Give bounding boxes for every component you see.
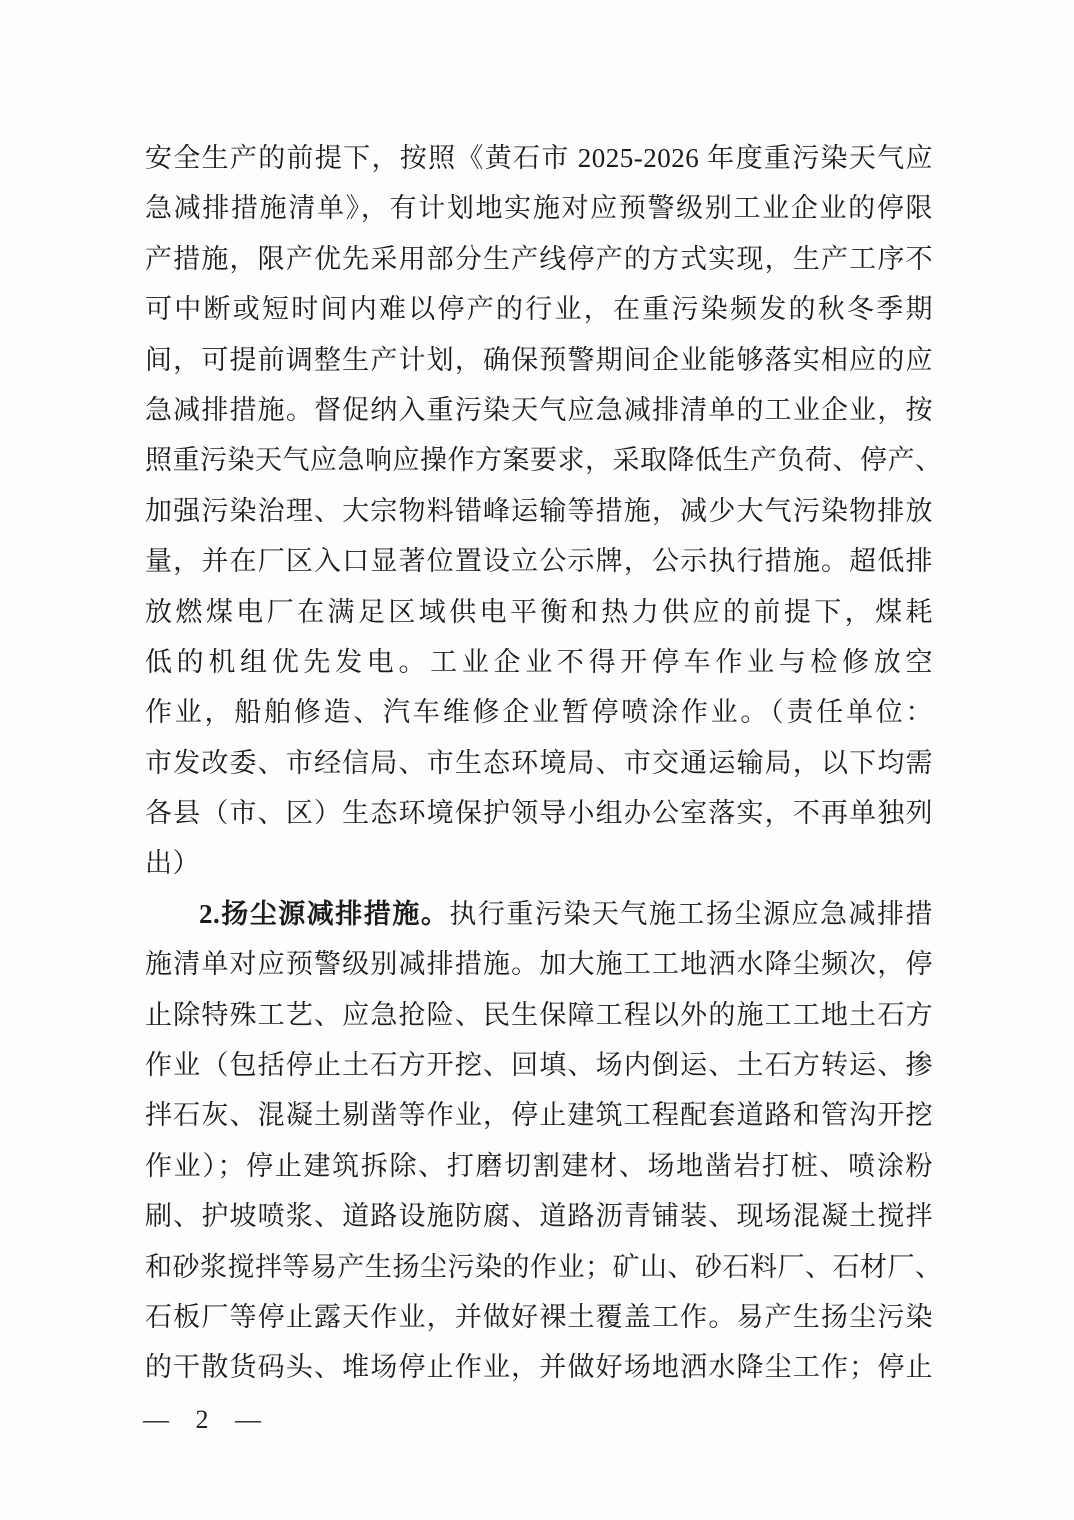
body-line: 止除特殊工艺、应急抢险、民生保障工程以外的施工工地土石方	[145, 999, 933, 1030]
section-2-heading: 2.扬尘源减排措施。	[199, 898, 450, 929]
body-line-section-start	[145, 889, 933, 939]
body-line: 施清单对应预警级别减排措施。加大施工工地洒水降尘频次，停	[145, 949, 933, 980]
body-line: 放燃煤电厂在满足区域供电平衡和热力供应的前提下，煤耗	[145, 596, 933, 627]
body-line: 量，并在厂区入口显著位置设立公示牌，公示执行措施。超低排	[145, 546, 933, 577]
body-line: 安全生产的前提下，按照《黄石市 2025-2026 年度重污染天气应	[145, 143, 933, 173]
section-2-first-line-text: 执行重污染天气施工扬尘源应急减排措	[449, 898, 934, 929]
body-line-responsibility-note: 各县（市、区）生态环境保护领导小组办公室落实，不再单独列	[145, 798, 933, 829]
body-line: 照重污染天气应急响应操作方案要求，采取降低生产负荷、停产、	[145, 445, 943, 476]
body-line: 低的机组优先发电。工业企业不得开停车作业与检修放空	[145, 646, 933, 677]
body-line: 间，可提前调整生产计划，确保预警期间企业能够落实相应的应	[145, 344, 933, 375]
body-line-paragraph-end: 出）	[145, 848, 200, 879]
document-body	[145, 133, 943, 1393]
body-line: 作业（包括停止土石方开挖、回填、场内倒运、土石方转运、掺	[145, 1050, 933, 1081]
body-line: 急减排措施清单》，有计划地实施对应预警级别工业企业的停限	[145, 193, 933, 224]
body-line: 拌石灰、混凝土剔凿等作业，停止建筑工程配套道路和管沟开挖	[145, 1100, 933, 1131]
body-line-responsibility-note: 市发改委、市经信局、市生态环境局、市交通运输局，以下均需	[145, 747, 933, 778]
body-line: 产措施，限产优先采用部分生产线停产的方式实现，生产工序不	[145, 243, 933, 274]
body-line: 加强污染治理、大宗物料错峰运输等措施，减少大气污染物排放	[145, 495, 933, 526]
body-line: 可中断或短时间内难以停产的行业，在重污染频发的秋冬季期	[145, 294, 933, 325]
page-number: — 2 —	[143, 1405, 261, 1434]
body-line: 石板厂等停止露天作业，并做好裸土覆盖工作。易产生扬尘污染	[145, 1301, 933, 1332]
body-line-responsibility-note: 作业，船舶修造、汽车维修企业暂停喷涂作业。（责任单位：	[145, 697, 933, 728]
body-line: 的干散货码头、堆场停止作业，并做好场地洒水降尘工作；停止	[145, 1352, 933, 1383]
body-line: 急减排措施。督促纳入重污染天气应急减排清单的工业企业，按	[145, 394, 933, 425]
body-line: 和砂浆搅拌等易产生扬尘污染的作业；矿山、砂石料厂、石材厂、	[145, 1251, 943, 1282]
body-line: 刷、护坡喷浆、道路设施防腐、道路沥青铺装、现场混凝土搅拌	[145, 1201, 933, 1232]
body-line: 作业）；停止建筑拆除、打磨切割建材、场地凿岩打桩、喷涂粉	[145, 1150, 933, 1181]
